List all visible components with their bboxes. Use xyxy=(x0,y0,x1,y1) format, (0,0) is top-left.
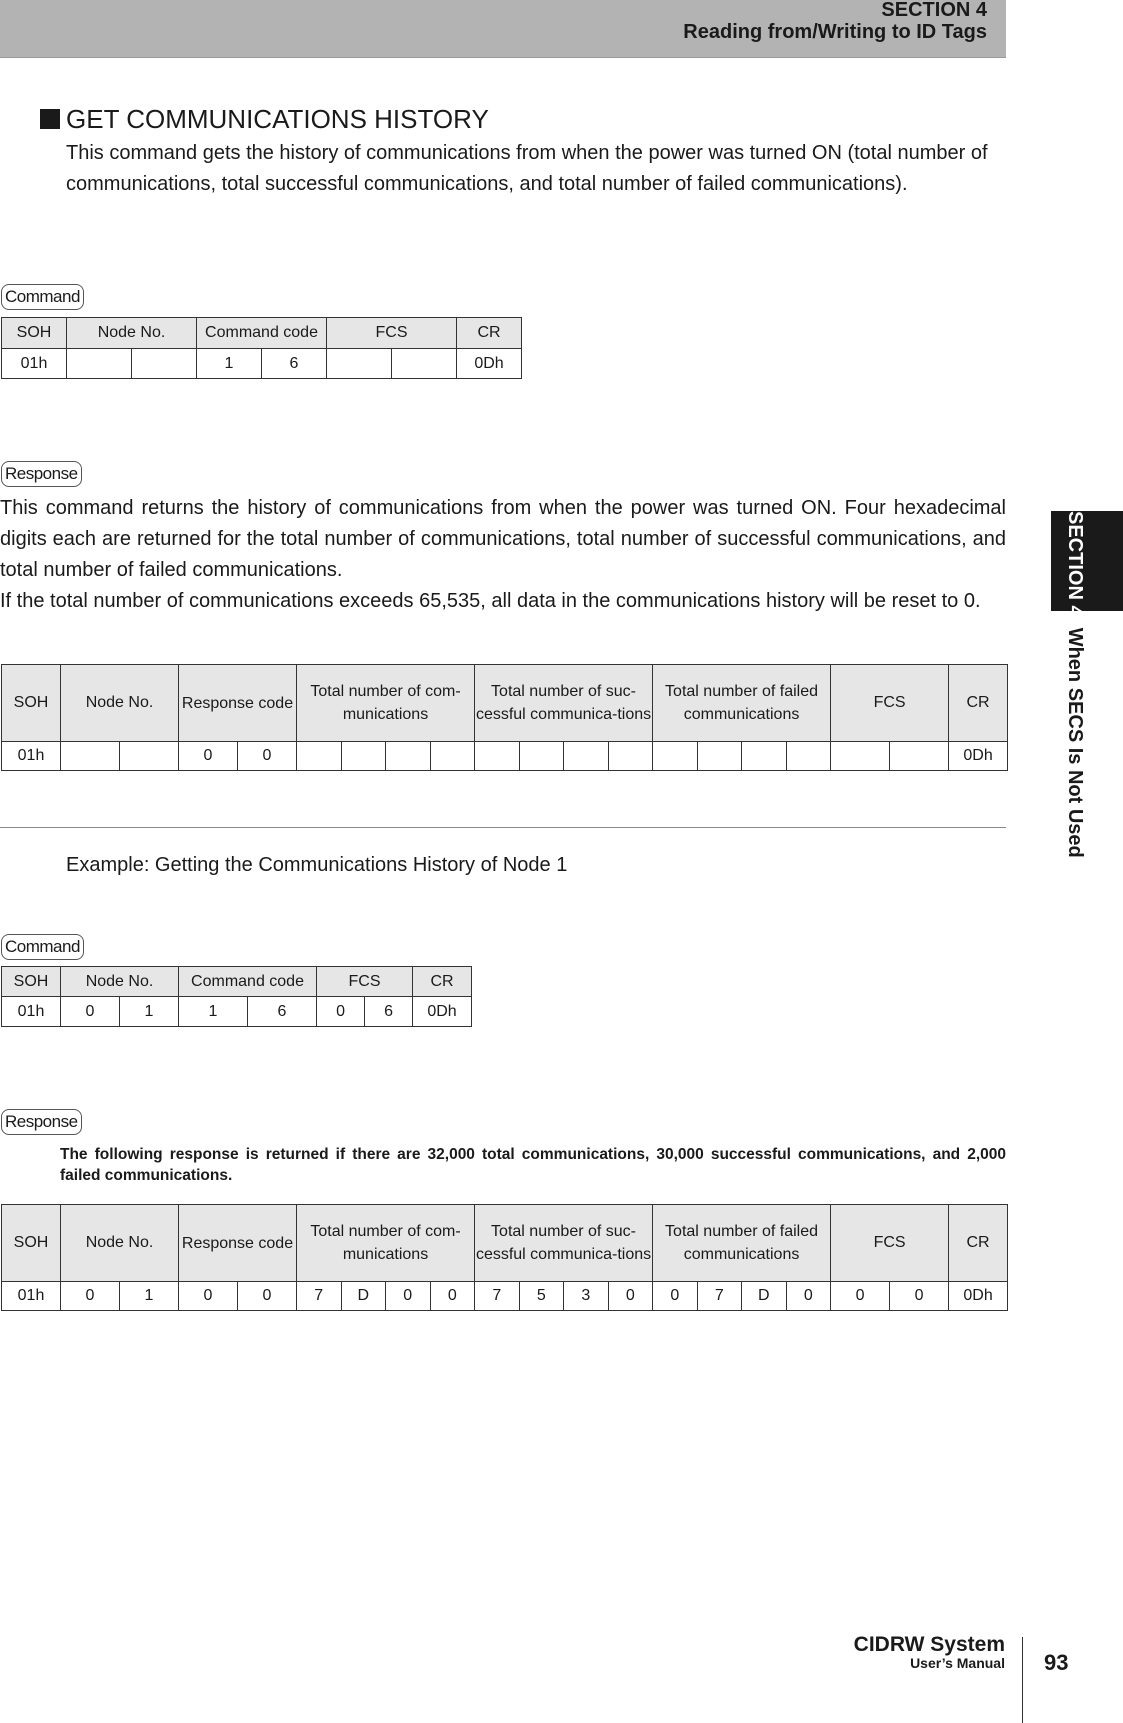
data-cell: 7 xyxy=(475,1282,520,1311)
data-cell: 0Dh xyxy=(949,742,1008,771)
header-cell: FCS xyxy=(327,318,457,349)
header-cell: FCS xyxy=(831,665,949,742)
data-cell xyxy=(430,742,475,771)
data-cell: 0 xyxy=(608,1282,653,1311)
data-cell xyxy=(564,742,609,771)
data-cell: 0 xyxy=(317,997,365,1027)
section-heading: GET COMMUNICATIONS HISTORY xyxy=(40,104,489,134)
response-label: Response xyxy=(1,461,82,487)
example-title: Example: Getting the Communications History of Node 1 xyxy=(66,854,568,876)
example-command-frame-table xyxy=(1,966,472,1027)
data-cell: 0 xyxy=(238,1282,297,1311)
data-cell: 1 xyxy=(179,997,248,1027)
data-cell: 1 xyxy=(197,349,262,379)
header-title: Reading from/Writing to ID Tags xyxy=(683,21,987,43)
data-cell: 3 xyxy=(564,1282,609,1311)
data-cell: 5 xyxy=(519,1282,564,1311)
side-tab-title: When SECS Is Not Used xyxy=(1064,627,1086,858)
data-cell: 0 xyxy=(61,1282,120,1311)
header-cell: Total number of com-munications xyxy=(297,1205,475,1282)
header-cell: CR xyxy=(413,967,472,997)
data-cell xyxy=(475,742,520,771)
data-cell: 6 xyxy=(248,997,317,1027)
header-cell: Response code xyxy=(179,665,297,742)
page-number: 93 xyxy=(1044,1650,1069,1675)
command-label: Command xyxy=(1,284,84,310)
header-cell: Node No. xyxy=(67,318,197,349)
data-cell: 0 xyxy=(179,1282,238,1311)
data-cell xyxy=(61,742,120,771)
data-cell: 0 xyxy=(430,1282,475,1311)
response-frame-table xyxy=(1,664,1008,771)
data-cell: 0 xyxy=(890,1282,949,1311)
data-cell xyxy=(327,349,392,379)
data-cell: 1 xyxy=(120,997,179,1027)
data-cell xyxy=(608,742,653,771)
side-tab-section: SECTION 4 xyxy=(1064,511,1086,617)
data-cell xyxy=(653,742,698,771)
header-cell: Total number of suc-cessful communica-tions xyxy=(475,665,653,742)
response-reset-note: If the total number of communications exceeds 65,535, all data in the communications history will be reset to 0. xyxy=(0,590,981,612)
header-cell: Node No. xyxy=(61,665,179,742)
data-cell: 0Dh xyxy=(413,997,472,1027)
header-section: SECTION 4 xyxy=(881,0,987,21)
data-cell xyxy=(742,742,787,771)
data-cell xyxy=(297,742,342,771)
header-cell: Response code xyxy=(179,1205,297,1282)
data-cell: 0 xyxy=(238,742,297,771)
data-cell: 01h xyxy=(2,742,61,771)
data-cell xyxy=(697,742,742,771)
response-description: This command returns the history of communications from when the power was turned ON. Four hexadecimal digits each are returned for the total number of communications, total number of successful communications, and total number of failed communications. xyxy=(0,497,1006,581)
data-cell xyxy=(386,742,431,771)
header-cell: Total number of suc-cessful communica-tions xyxy=(475,1205,653,1282)
data-cell: D xyxy=(341,1282,386,1311)
data-cell xyxy=(120,742,179,771)
data-cell: 7 xyxy=(697,1282,742,1311)
page-header xyxy=(0,0,1006,58)
data-cell: 01h xyxy=(2,997,61,1027)
header-cell: CR xyxy=(949,1205,1008,1282)
header-cell: Node No. xyxy=(61,1205,179,1282)
data-cell: 7 xyxy=(297,1282,342,1311)
header-cell: Total number of com-munications xyxy=(297,665,475,742)
header-cell: SOH xyxy=(2,318,67,349)
header-cell: Command code xyxy=(179,967,317,997)
header-cell: FCS xyxy=(317,967,413,997)
intro-paragraph: This command gets the history of communications from when the power was turned ON (total number of communications, total successful communications, and total number of failed communications). xyxy=(66,142,988,195)
data-cell: 0 xyxy=(653,1282,698,1311)
example-response-note: The following response is returned if there are 32,000 total communications, 30,000 successful communications, and 2,000 failed communications. xyxy=(60,1146,1006,1184)
footer-manual: User’s Manual xyxy=(910,1655,1005,1671)
command-frame-table xyxy=(1,317,522,379)
data-cell: 6 xyxy=(365,997,413,1027)
data-cell: 01h xyxy=(2,349,67,379)
header-cell: SOH xyxy=(2,665,61,742)
header-cell: CR xyxy=(457,318,522,349)
header-cell: FCS xyxy=(831,1205,949,1282)
section-side-label xyxy=(1063,511,1086,858)
data-cell xyxy=(392,349,457,379)
footer-divider xyxy=(1022,1637,1023,1723)
data-cell xyxy=(519,742,564,771)
header-cell: CR xyxy=(949,665,1008,742)
header-cell: Command code xyxy=(197,318,327,349)
data-cell: D xyxy=(742,1282,787,1311)
header-cell: Total number of failed communications xyxy=(653,665,831,742)
section-side-tab xyxy=(1051,511,1123,611)
header-cell: SOH xyxy=(2,967,61,997)
data-cell xyxy=(67,349,132,379)
data-cell: 1 xyxy=(120,1282,179,1311)
header-cell: SOH xyxy=(2,1205,61,1282)
data-cell: 0 xyxy=(179,742,238,771)
header-cell: Total number of failed communications xyxy=(653,1205,831,1282)
data-cell: 6 xyxy=(262,349,327,379)
example-response-label: Response xyxy=(1,1109,82,1135)
square-bullet-icon xyxy=(40,109,60,129)
example-command-label: Command xyxy=(1,934,84,960)
data-cell xyxy=(132,349,197,379)
data-cell: 0 xyxy=(61,997,120,1027)
footer-product: CIDRW System xyxy=(853,1633,1005,1656)
header-cell: Node No. xyxy=(61,967,179,997)
divider xyxy=(0,827,1006,828)
example-response-frame-table xyxy=(1,1204,1008,1311)
data-cell xyxy=(786,742,831,771)
data-cell: 0Dh xyxy=(949,1282,1008,1311)
data-cell xyxy=(831,742,890,771)
data-cell: 01h xyxy=(2,1282,61,1311)
data-cell xyxy=(890,742,949,771)
data-cell xyxy=(341,742,386,771)
data-cell: 0 xyxy=(831,1282,890,1311)
data-cell: 0Dh xyxy=(457,349,522,379)
data-cell: 0 xyxy=(786,1282,831,1311)
data-cell: 0 xyxy=(386,1282,431,1311)
